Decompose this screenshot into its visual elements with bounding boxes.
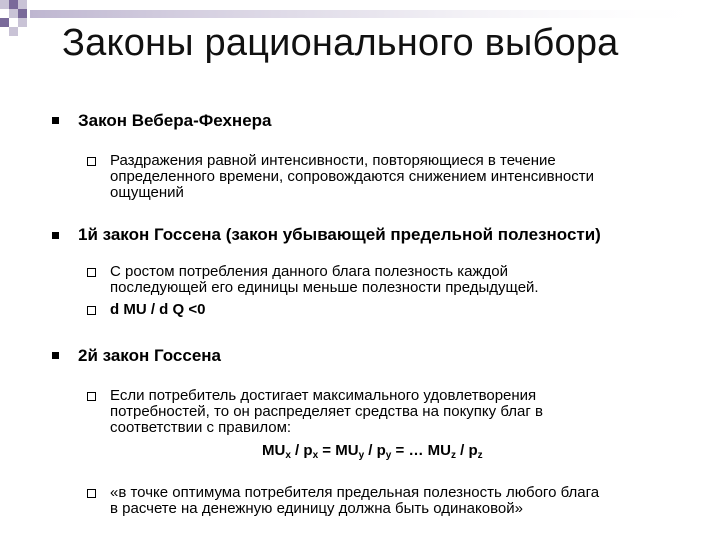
- text-line: определенного времени, сопровождаются снижением интенсивности: [110, 168, 594, 185]
- bullet-text: [110, 388, 543, 436]
- text-line: последующей его единицы меньше полезности предыдущей.: [110, 279, 539, 296]
- checkbox-bullet-icon: [87, 157, 96, 166]
- equimarginal-formula: [262, 443, 483, 464]
- formula-subscript: z: [450, 450, 456, 461]
- text-line: ощущений: [110, 184, 184, 201]
- slide-title: Законы рационального выбора: [62, 22, 619, 64]
- level1-bullet: [52, 232, 59, 239]
- text-line: Если потребитель достигает максимального удовлетворения: [110, 387, 537, 404]
- formula-subscript: x: [285, 450, 291, 461]
- formula-part: MU: [262, 442, 286, 459]
- formula-subscript: y: [358, 450, 365, 461]
- formula-part: = … MU: [391, 442, 451, 459]
- checkbox-bullet-icon: [87, 268, 96, 277]
- section-heading: Закон Вебера-Фехнера: [78, 111, 272, 130]
- bullet-text: [110, 485, 599, 517]
- formula-part: = MU: [318, 442, 359, 459]
- checkbox-bullet-icon: [87, 392, 96, 401]
- text-line: С ростом потребления данного блага полезность каждой: [110, 263, 509, 280]
- formula-subscript: x: [312, 450, 319, 461]
- text-line: в расчете на денежную единицу должна быть одинаковой»: [110, 500, 523, 517]
- bullet-text: [110, 153, 594, 201]
- bullet-text: [110, 264, 539, 296]
- formula-part: / p: [455, 442, 478, 459]
- level1-bullet: [52, 352, 59, 359]
- checkbox-bullet-icon: [87, 489, 96, 498]
- text-line: «в точке оптимума потребителя предельная полезность любого блага: [110, 484, 600, 501]
- text-line: Раздражения равной интенсивности, повторяющиеся в течение: [110, 152, 556, 169]
- formula-part: / p: [290, 442, 313, 459]
- section-heading: 1й закон Госсена (закон убывающей предельной полезности): [78, 225, 601, 244]
- formula-part: / p: [364, 442, 386, 459]
- checkbox-bullet-icon: [87, 306, 96, 315]
- section-heading: 2й закон Госсена: [78, 346, 222, 365]
- text-line: соответствии с правилом:: [110, 419, 292, 436]
- formula-subscript: z: [477, 450, 483, 461]
- formula-subscript: y: [385, 450, 392, 461]
- text-line: потребностей, то он распределяет средства на покупку благ в: [110, 403, 543, 420]
- formula-text: d MU / d Q <0: [110, 301, 206, 318]
- level1-bullet: [52, 117, 59, 124]
